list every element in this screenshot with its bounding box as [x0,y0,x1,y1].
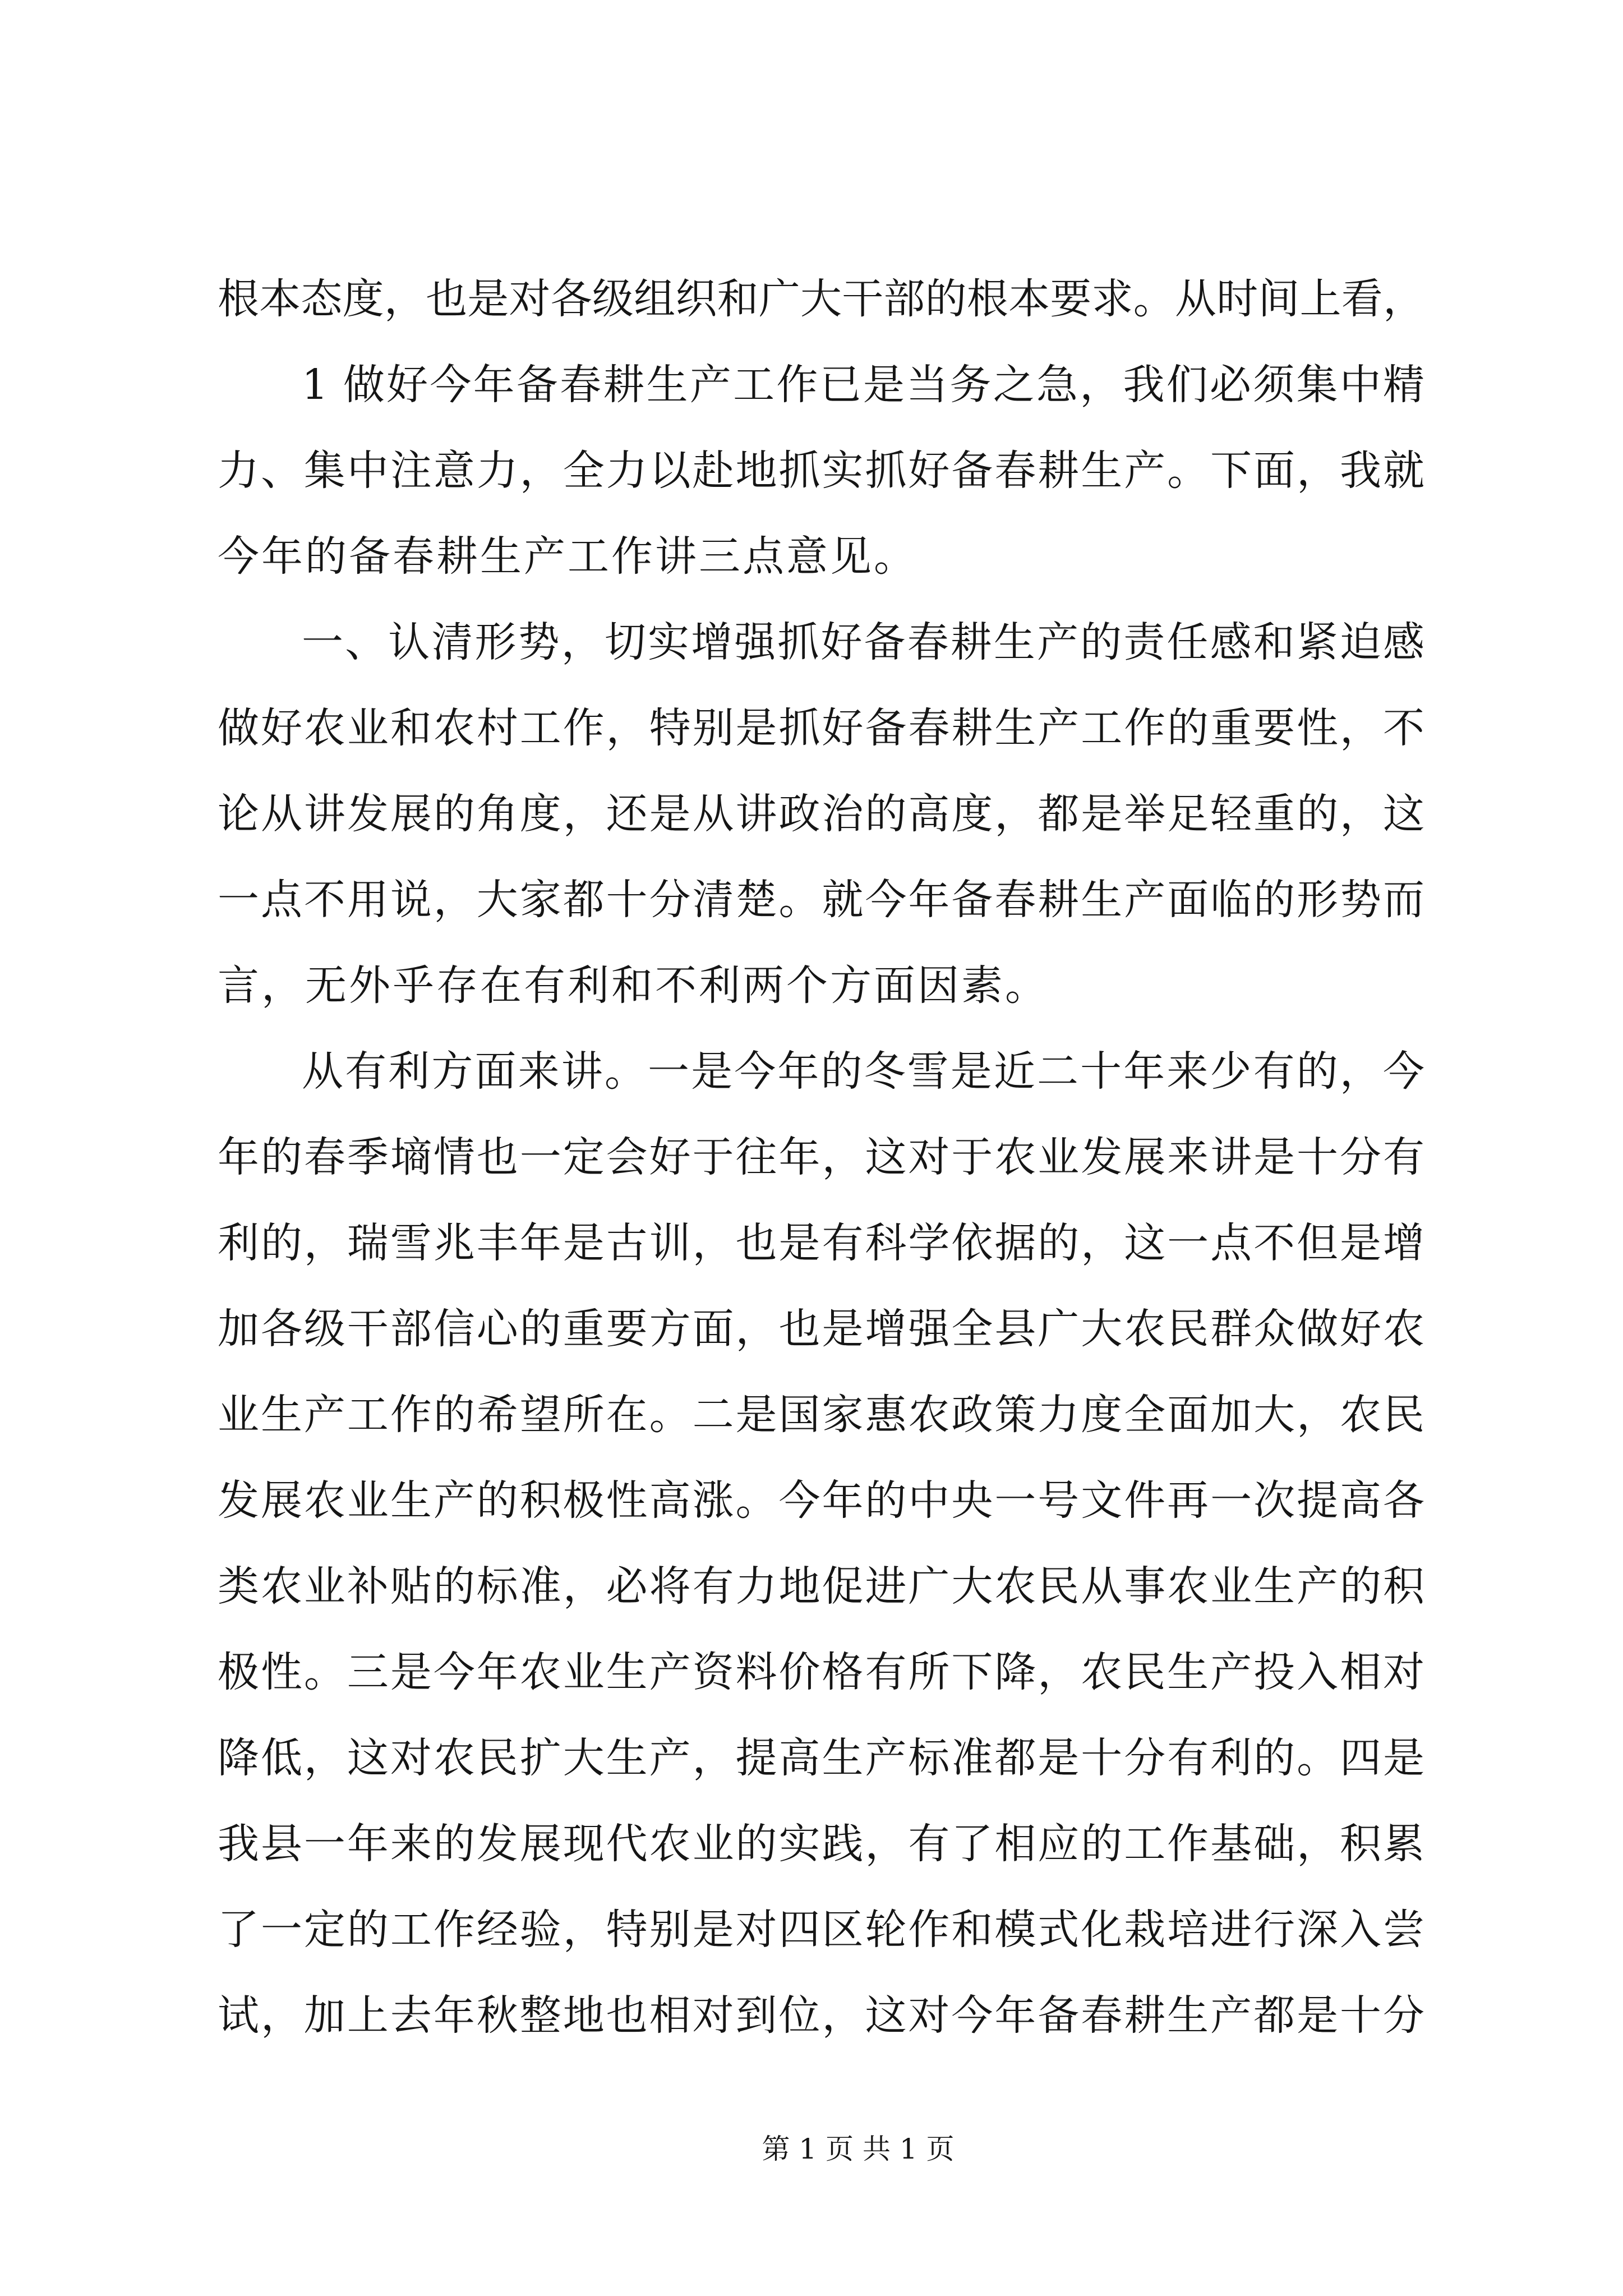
paragraph [218,256,1424,342]
section-heading-line: 一、认清形势，切实增强抓好备春耕生产的责任感和紧迫感 [302,618,1424,666]
text-line: 今年的备春耕生产工作讲三点意见。 [218,532,917,581]
text-line: 一点不用说，大家都十分清楚。就今年备春耕生产面临的形势而 [218,876,1424,924]
text-line: 加各级干部信心的重要方面，也是增强全县广大农民群众做好农 [218,1305,1424,1353]
text-line: 论从讲发展的角度，还是从讲政治的高度，都是举足轻重的，这 [218,790,1424,838]
paragraph [218,600,1424,1029]
text-line: 降低，这对农民扩大生产，提高生产标准都是十分有利的。四是 [218,1734,1424,1782]
text-line: 1 做好今年备春耕生产工作已是当务之急，我们必须集中精 [302,361,1424,409]
text-line: 做好农业和农村工作，特别是抓好备春耕生产工作的重要性，不 [218,704,1424,752]
paragraph [218,1029,1424,2059]
text-line: 业生产工作的希望所在。二是国家惠农政策力度全面加大，农民 [218,1391,1424,1439]
text-line: 极性。三是今年农业生产资料价格有所下降，农民生产投入相对 [218,1648,1424,1696]
text-line: 我县一年来的发展现代农业的实践，有了相应的工作基础，积累 [218,1820,1424,1868]
text-line: 言，无外乎存在有利和不利两个方面因素。 [218,961,1049,1010]
text-line: 类农业补贴的标准，必将有力地促进广大农民从事农业生产的积 [218,1562,1424,1611]
document-body [218,256,1424,2059]
text-line: 从有利方面来讲。一是今年的冬雪是近二十年来少有的，今 [302,1047,1424,1096]
text-line: 力、集中注意力，全力以赴地抓实抓好备春耕生产。下面，我就 [218,447,1424,495]
text-line: 了一定的工作经验，特别是对四区轮作和模式化栽培进行深入尝 [218,1906,1424,1954]
text-line: 试，加上去年秋整地也相对到位，这对今年备春耕生产都是十分 [218,1991,1424,2040]
text-line: 年的春季墒情也一定会好于往年，这对于农业发展来讲是十分有 [218,1133,1424,1181]
text-line: 发展农业生产的积极性高涨。今年的中央一号文件再一次提高各 [218,1476,1424,1525]
paragraph [218,342,1424,600]
text-line: 根本态度，也是对各级组织和广大干部的根本要求。从时间上看， [218,275,1424,323]
page-footer: 第 1 页 共 1 页 [762,2133,955,2165]
text-line: 利的，瑞雪兆丰年是古训，也是有科学依据的，这一点不但是增 [218,1219,1424,1267]
